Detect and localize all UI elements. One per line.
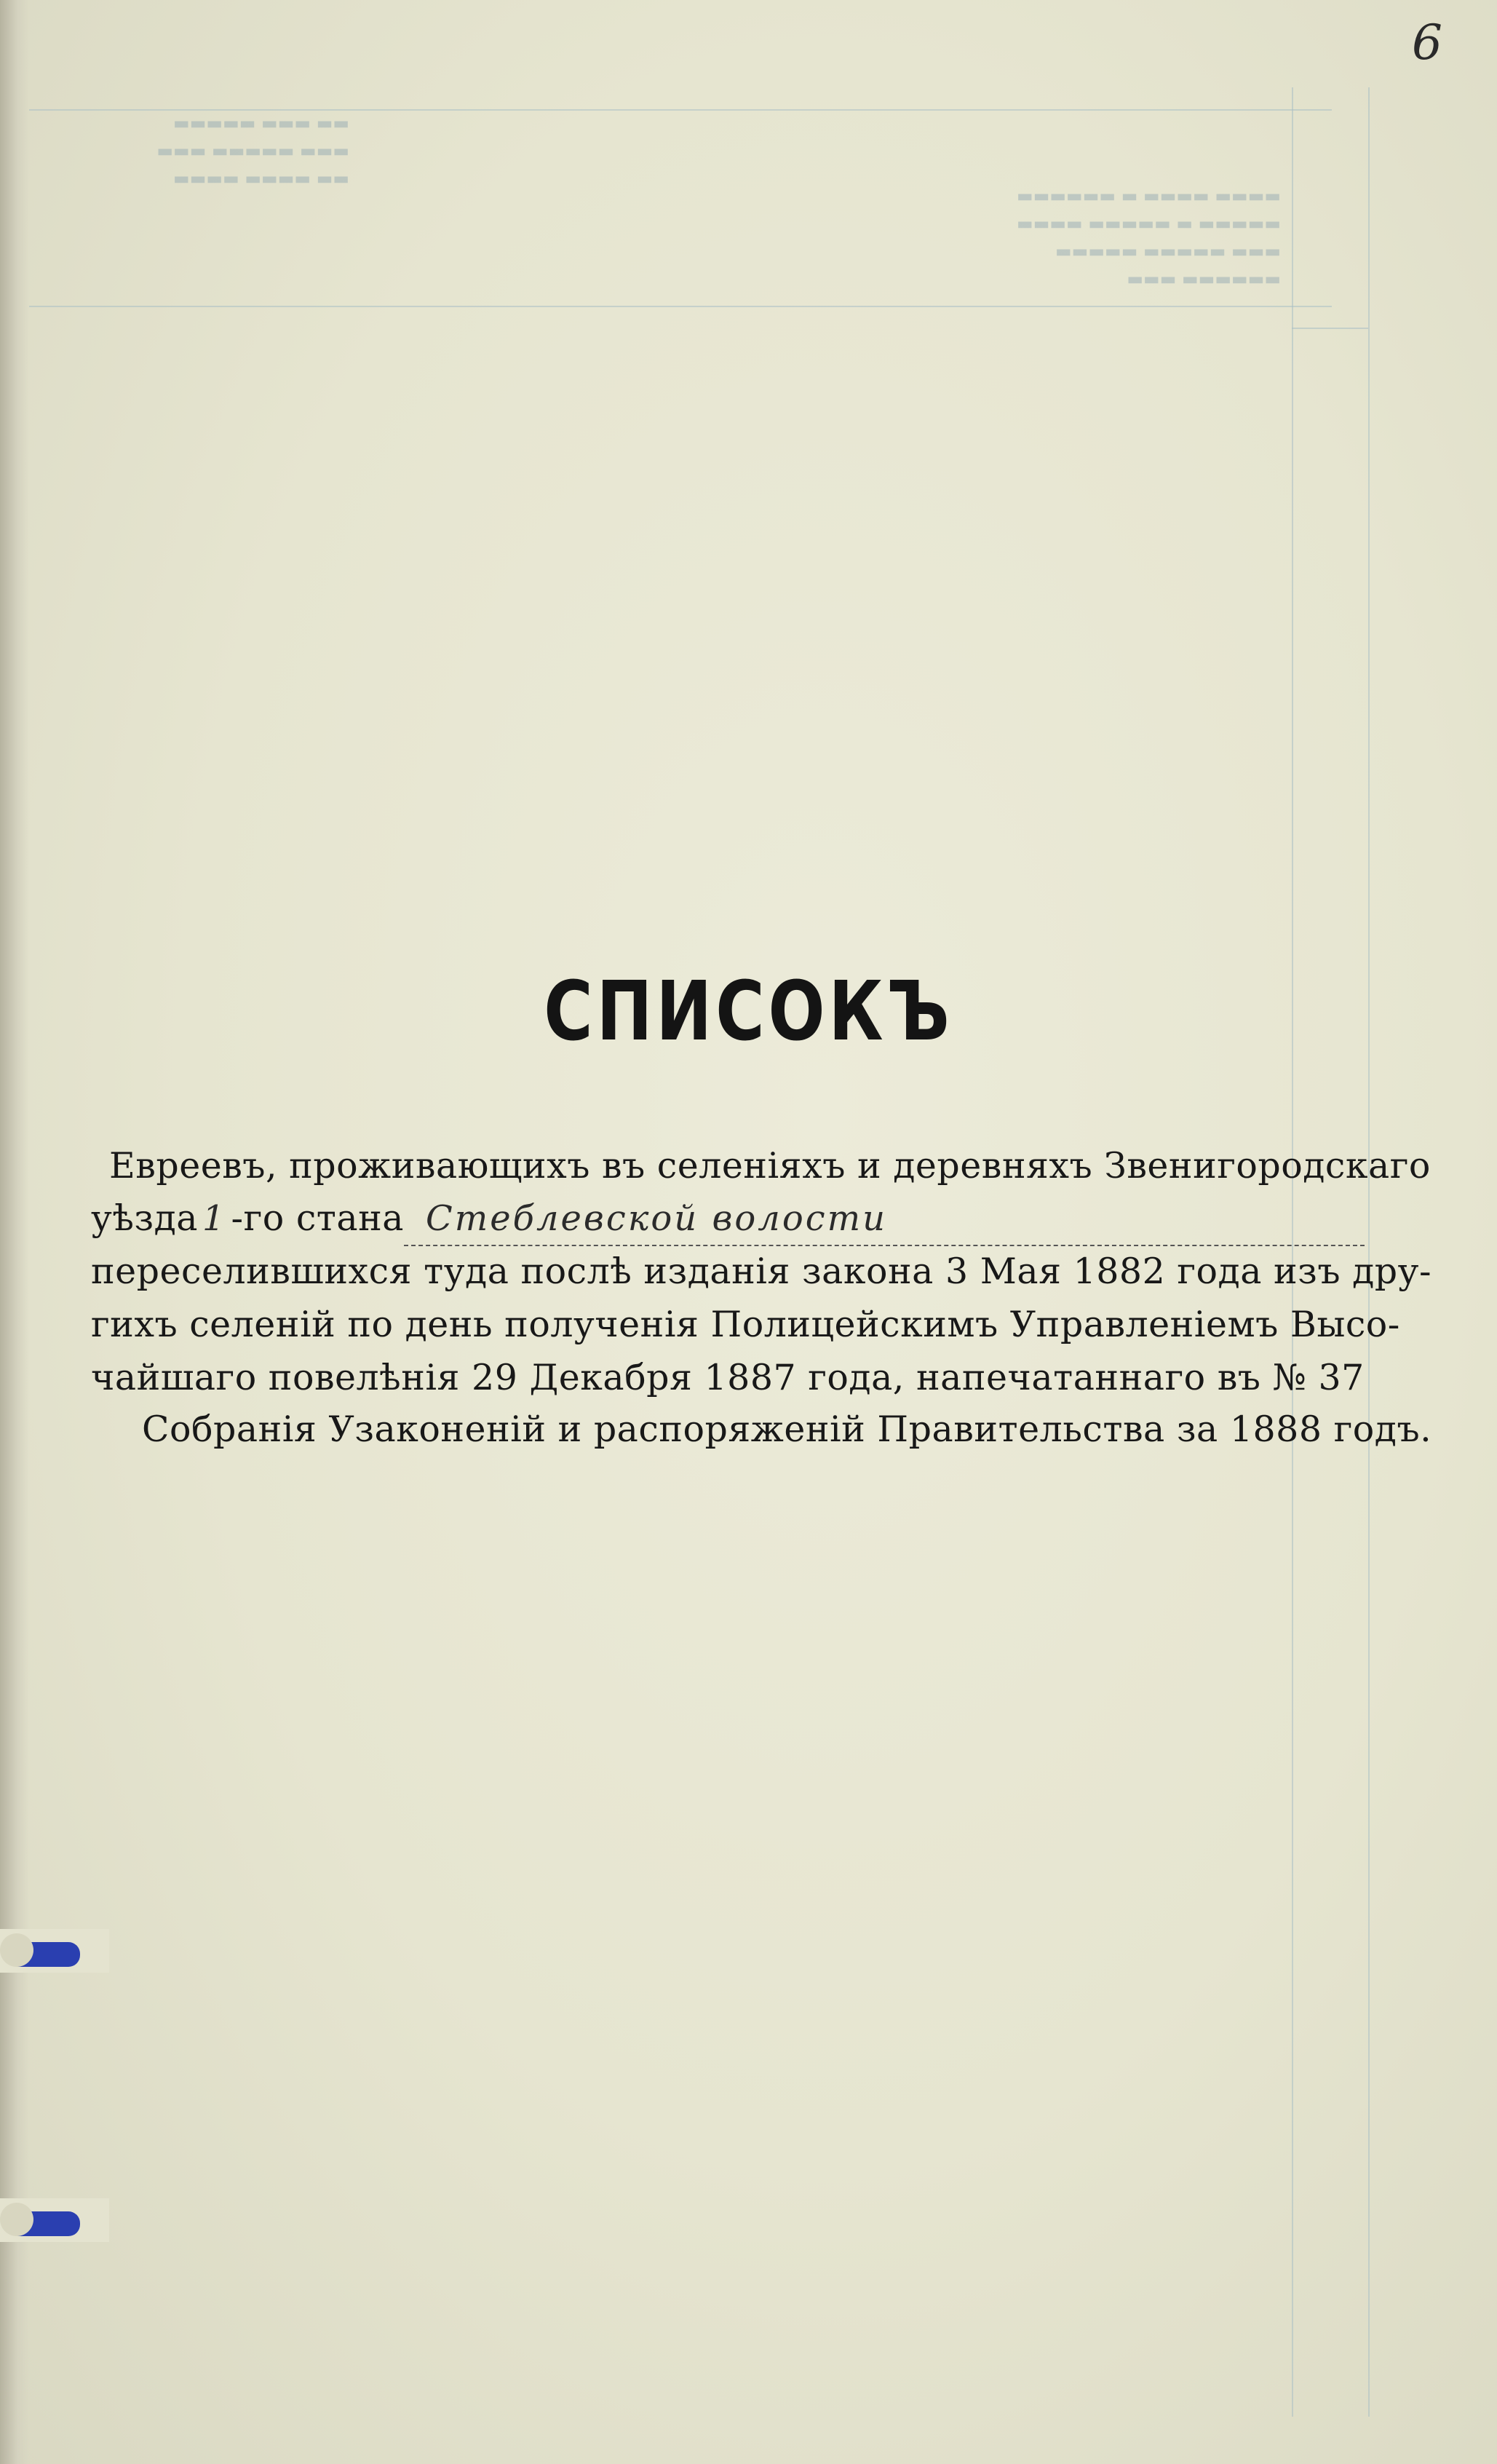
stan-label: -го стана xyxy=(231,1197,404,1239)
fill-in-line xyxy=(404,1245,1365,1248)
bleed-through-text: ▬▬ ▬▬▬ ▬▬▬▬▬ ▬▬▬ ▬▬▬▬▬ ▬▬▬ ▬▬ ▬▬▬▬ ▬▬▬▬ xyxy=(156,113,349,189)
paragraph-line xyxy=(91,1195,1372,1242)
binding-edge xyxy=(0,0,29,2464)
paragraph-line: Собранія Узаконеній и распоряженій Правительства за 1888 годъ. xyxy=(142,1409,1432,1450)
paragraph-line: Евреевъ, проживающихъ въ селеніяхъ и деревняхъ Звенигородскаго xyxy=(109,1145,1431,1187)
bleed-through-text: ▬▬▬▬ ▬▬▬▬ ▬ ▬▬▬▬▬▬ ▬▬▬▬▬ ▬ ▬▬▬▬▬ ▬▬▬▬ ▬▬▬ ▬▬▬▬▬ ▬▬▬▬▬ ▬▬▬▬▬▬ ▬▬▬ xyxy=(1016,186,1281,289)
punch-hole xyxy=(0,1933,33,1967)
binding-stitch xyxy=(0,2198,109,2242)
handwritten-volost-name: Стеблевской волости xyxy=(426,1198,888,1239)
document-title: СПИСОКЪ xyxy=(544,964,953,1059)
bleed-through-rule xyxy=(29,306,1332,307)
handwritten-station-number: 1 xyxy=(202,1198,227,1239)
uezd-label: уѣзда xyxy=(91,1197,198,1239)
paragraph-line: переселившихся туда послѣ изданія закона 3 Мая 1882 года изъ дру- xyxy=(91,1251,1432,1292)
binding-stitch xyxy=(0,1929,109,1973)
page-number: 6 xyxy=(1412,15,1442,71)
paragraph-line: гихъ селеній по день полученія Полицейскимъ Управленіемъ Высо- xyxy=(91,1304,1400,1345)
bleed-through-rule xyxy=(1292,328,1368,329)
punch-hole xyxy=(0,2203,33,2236)
paragraph-line: чайшаго повелѣнія 29 Декабря 1887 года, напечатаннаго въ № 37 xyxy=(91,1357,1365,1398)
